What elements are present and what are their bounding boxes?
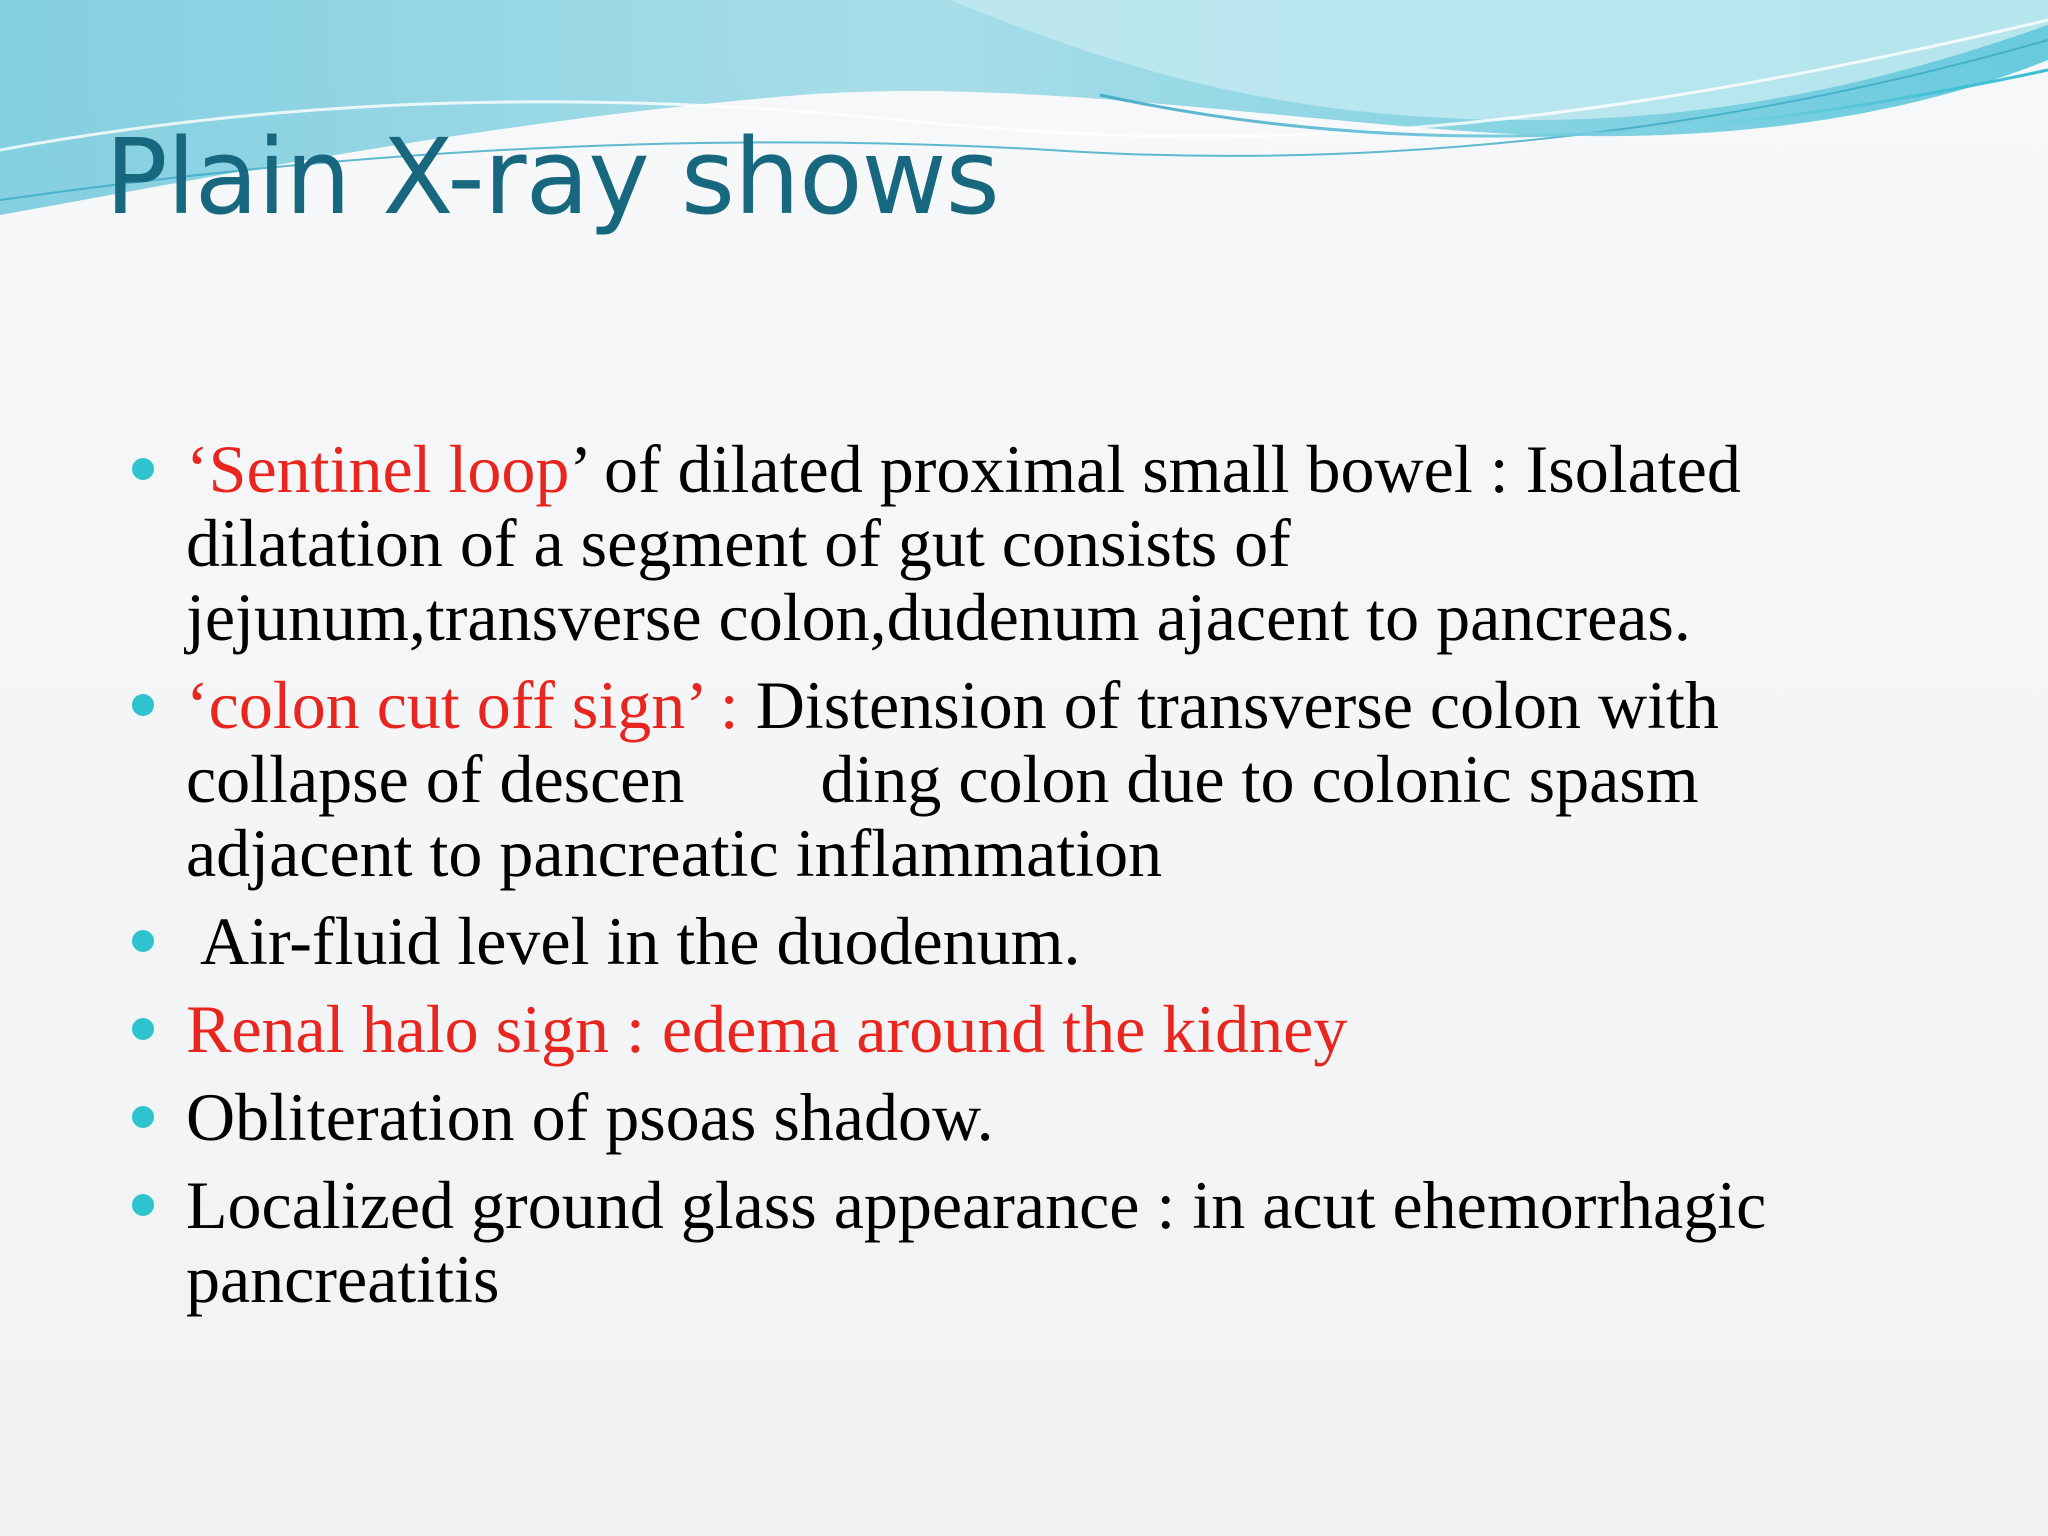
bullet-list: [140, 432, 1930, 1330]
bullet-air-fluid-level: [140, 904, 1930, 978]
bullet-dot-icon: [132, 930, 154, 952]
bullet-dot-icon: [132, 458, 154, 480]
bullet-sentinel-loop: [140, 432, 1930, 654]
bullet-dot-icon: [132, 694, 154, 716]
bullet-line: dilatation of a segment of gut consists of: [186, 505, 1291, 581]
bullet-line: [186, 668, 1930, 742]
bullet-dot-icon: [132, 1106, 154, 1128]
bullet-line: Renal halo sign : edema around the kidney: [186, 991, 1348, 1067]
slide-title: Plain X-ray shows: [105, 116, 999, 238]
bullet-text: collapse of descen: [186, 741, 685, 817]
bullet-line: [186, 742, 1930, 816]
bullet-psoas-shadow: [140, 1080, 1930, 1154]
bullet-line: [186, 432, 1930, 506]
bullet-text: Distension of transverse colon with: [738, 667, 1719, 743]
bullet-line: jejunum,transverse colon,dudenum ajacent to pancreas.: [186, 579, 1691, 655]
bullet-line: pancreatitis: [186, 1241, 500, 1317]
bullet-line: adjacent to pancreatic inflammation: [186, 815, 1163, 891]
bullet-text: Air-fluid level in the duodenum.: [200, 903, 1081, 979]
bullet-text: ding colon due to colonic spasm: [820, 741, 1699, 817]
bullet-colon-cut-off-sign: [140, 668, 1930, 890]
bullet-text: ’ of dilated proximal small bowel : Isolated: [569, 431, 1741, 507]
bullet-open-quote: ‘: [186, 431, 209, 507]
bullet-line: Localized ground glass appearance : in acut ehemorrhagic: [186, 1167, 1767, 1243]
bullet-dot-icon: [132, 1194, 154, 1216]
bullet-line: [186, 904, 1930, 978]
bullet-line: Obliteration of psoas shadow.: [186, 1079, 994, 1155]
bullet-renal-halo-sign: [140, 992, 1930, 1066]
bullet-term-highlight: ‘colon cut off sign’ :: [186, 667, 739, 743]
bullet-dot-icon: [132, 1018, 154, 1040]
bullet-term-highlight: Sentinel loop: [208, 431, 570, 507]
bullet-ground-glass: [140, 1168, 1930, 1316]
